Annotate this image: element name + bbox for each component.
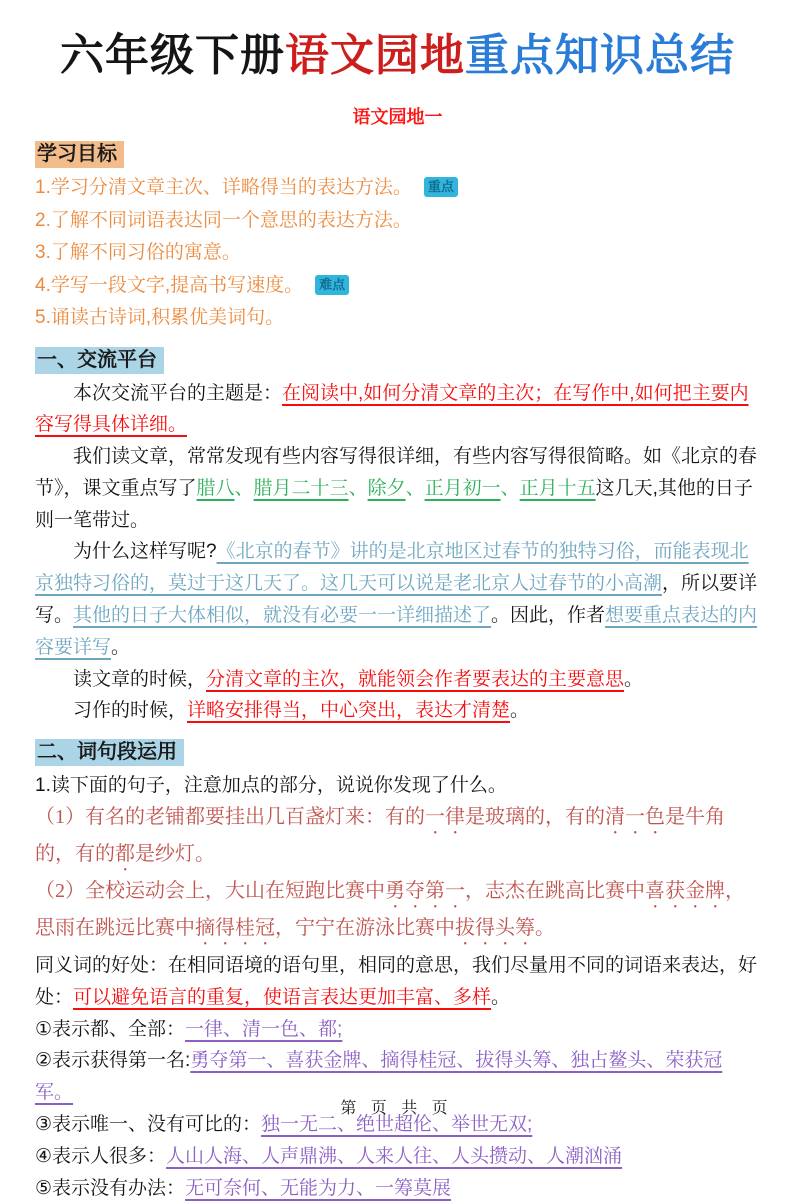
paragraph bbox=[35, 1141, 760, 1173]
title-part-blue: 重点知识总结 bbox=[465, 31, 735, 80]
paragraph bbox=[35, 695, 760, 727]
text-segment: ，所以要详写。 bbox=[35, 573, 758, 627]
page-subtitle: 语文园地一 bbox=[352, 107, 443, 127]
document-body bbox=[35, 138, 760, 1204]
section-heading-row bbox=[35, 344, 760, 378]
paragraph bbox=[35, 950, 760, 1014]
text-segment: 人山人海、人声鼎沸、人来人往、人头攒动、人潮汹涌 bbox=[166, 1145, 623, 1167]
text-segment: 其他的日子大体相似，就没有必要一一详细描述了 bbox=[73, 605, 492, 627]
text-segment: 习作的时候， bbox=[73, 700, 188, 722]
text-segment: （1）有名的老铺都要挂出几百盏灯来：有的 bbox=[35, 806, 425, 829]
text-segment: 正月十五 bbox=[519, 477, 596, 499]
page-footer: 第 页 共 页 bbox=[340, 1100, 453, 1117]
text-segment: 想要重点表达的内容要详写 bbox=[35, 605, 758, 658]
section-heading: 一、交流平台 bbox=[35, 347, 164, 374]
text-segment: 详略安排得当，中心突出，表达才清楚 bbox=[187, 700, 511, 722]
text-segment: 腊八 bbox=[196, 477, 235, 499]
paragraph bbox=[35, 664, 760, 696]
text-segment: 独一无二、绝世超伦、举世无双; bbox=[261, 1114, 533, 1136]
text-segment: 勇夺第一 bbox=[385, 880, 465, 903]
text-segment: 同义词的好处：在相同语境的语句里，相同的意思，我们尽量用不同的词语来表达，好处： bbox=[35, 955, 758, 1008]
page-title bbox=[35, 30, 760, 82]
text-segment: 、 bbox=[500, 477, 520, 499]
text-segment: ，宁宁在游泳比赛中 bbox=[275, 917, 455, 940]
text-segment: 腊月二十三 bbox=[253, 477, 349, 499]
objective-item bbox=[35, 302, 760, 335]
text-segment: 读文章的时候， bbox=[73, 668, 207, 690]
objective-item bbox=[35, 270, 760, 303]
text-segment: 。 bbox=[111, 636, 131, 658]
text-segment: 。 bbox=[491, 986, 511, 1008]
text-segment: 无可奈何、无能为力、一筹莫展 bbox=[185, 1177, 452, 1199]
text-segment: ，志杰在跳高比赛中 bbox=[465, 880, 645, 903]
text-segment: 。 bbox=[510, 700, 530, 722]
text-segment: 。 bbox=[624, 668, 644, 690]
title-part-red: 语文园地 bbox=[285, 31, 465, 80]
paragraph bbox=[35, 876, 760, 950]
text-segment: 、 bbox=[405, 477, 425, 499]
text-segment: 可以避免语言的重复，使语言表达更加丰富、多样 bbox=[73, 986, 492, 1008]
text-segment: 清一色 bbox=[605, 806, 665, 829]
text-segment: 喜获金牌 bbox=[645, 880, 725, 903]
text-segment: 一律、清一色、都; bbox=[185, 1018, 343, 1040]
text-segment: 除夕 bbox=[367, 477, 406, 499]
section-heading: 二、词句段运用 bbox=[35, 739, 184, 766]
text-segment: 勇夺第一、喜获金牌、摘得桂冠、拔得头筹、独占鳌头、荣获冠军。 bbox=[35, 1050, 723, 1104]
text-segment: ，思雨在跳远比赛中 bbox=[35, 880, 745, 940]
tag-badge: 难点 bbox=[315, 275, 349, 295]
text-segment: 、 bbox=[234, 477, 254, 499]
text-segment: 、 bbox=[348, 477, 368, 499]
paragraph bbox=[35, 536, 760, 663]
paragraph bbox=[35, 1014, 760, 1046]
text-segment: 这几天,其他的日子则一笔带过。 bbox=[35, 477, 753, 531]
text-segment: 拔得头筹 bbox=[455, 917, 535, 940]
title-part-black: 六年级下册 bbox=[60, 31, 285, 80]
text-segment: ①表示都、全部： bbox=[35, 1018, 186, 1040]
objective-text: 2.了解不同词语表达同一个意思的表达方法。 bbox=[35, 209, 412, 231]
text-segment: ④表示人很多： bbox=[35, 1145, 167, 1167]
text-segment: 。 bbox=[535, 917, 555, 940]
text-segment: （2）全校运动会上，大山在短跑比赛中 bbox=[35, 880, 385, 903]
tag-badge: 重点 bbox=[424, 177, 458, 197]
section-heading: 学习目标 bbox=[35, 141, 124, 168]
text-segment: 为什么这样写呢? bbox=[73, 541, 217, 563]
text-segment: 。因此，作者 bbox=[491, 605, 606, 627]
objective-text: 3.了解不同习俗的寓意。 bbox=[35, 242, 241, 263]
text-segment: 都 bbox=[115, 843, 135, 866]
text-segment: ⑤表示没有办法： bbox=[35, 1177, 186, 1199]
text-segment: 是玻璃的，有的 bbox=[465, 806, 605, 829]
paragraph bbox=[35, 441, 760, 536]
text-segment: 本次交流平台的主题是： bbox=[73, 382, 283, 404]
text-segment: 是纱灯。 bbox=[135, 843, 215, 866]
text-segment: 在阅读中,如何分清文章的主次；在写作中,如何把主要内容写得具体详细。 bbox=[35, 382, 749, 436]
objective-item bbox=[35, 237, 760, 270]
paragraph bbox=[35, 378, 760, 442]
paragraph bbox=[35, 770, 760, 802]
section-heading-row bbox=[35, 138, 760, 172]
objective-item bbox=[35, 205, 760, 238]
section-heading-row bbox=[35, 736, 760, 770]
objective-item bbox=[35, 172, 760, 205]
text-segment: 分清文章的主次，就能领会作者要表达的主要意思 bbox=[206, 668, 625, 690]
text-segment: 一律 bbox=[425, 806, 465, 829]
objective-text: 4.学写一段文字,提高书写速度。 bbox=[35, 274, 304, 296]
objective-text: 5.诵读古诗词,积累优美词句。 bbox=[35, 307, 285, 328]
text-segment: 摘得桂冠 bbox=[195, 917, 275, 940]
paragraph bbox=[35, 1173, 760, 1204]
text-segment: 是牛角的，有的 bbox=[35, 806, 725, 866]
text-segment: 正月初一 bbox=[424, 477, 501, 499]
text-segment: ②表示获得第一名: bbox=[35, 1050, 191, 1072]
objective-text: 1.学习分清文章主次、详略得当的表达方法。 bbox=[35, 177, 412, 198]
text-segment: ③表示唯一、没有可比的： bbox=[35, 1114, 262, 1136]
paragraph bbox=[35, 802, 760, 876]
text-segment: 我们读文章，常常发现有些内容写得很详细，有些内容写得很简略。如《北京的春节》，课文重点写了 bbox=[35, 446, 758, 499]
text-segment: 1.读下面的句子，注意加点的部分，说说你发现了什么。 bbox=[35, 775, 507, 797]
text-segment: 《北京的春节》讲的是北京地区过春节的独特习俗，而能表现北京独特习俗的，莫过于这几天了。这几天可以说是老北京人过春节的小高潮 bbox=[35, 541, 749, 595]
